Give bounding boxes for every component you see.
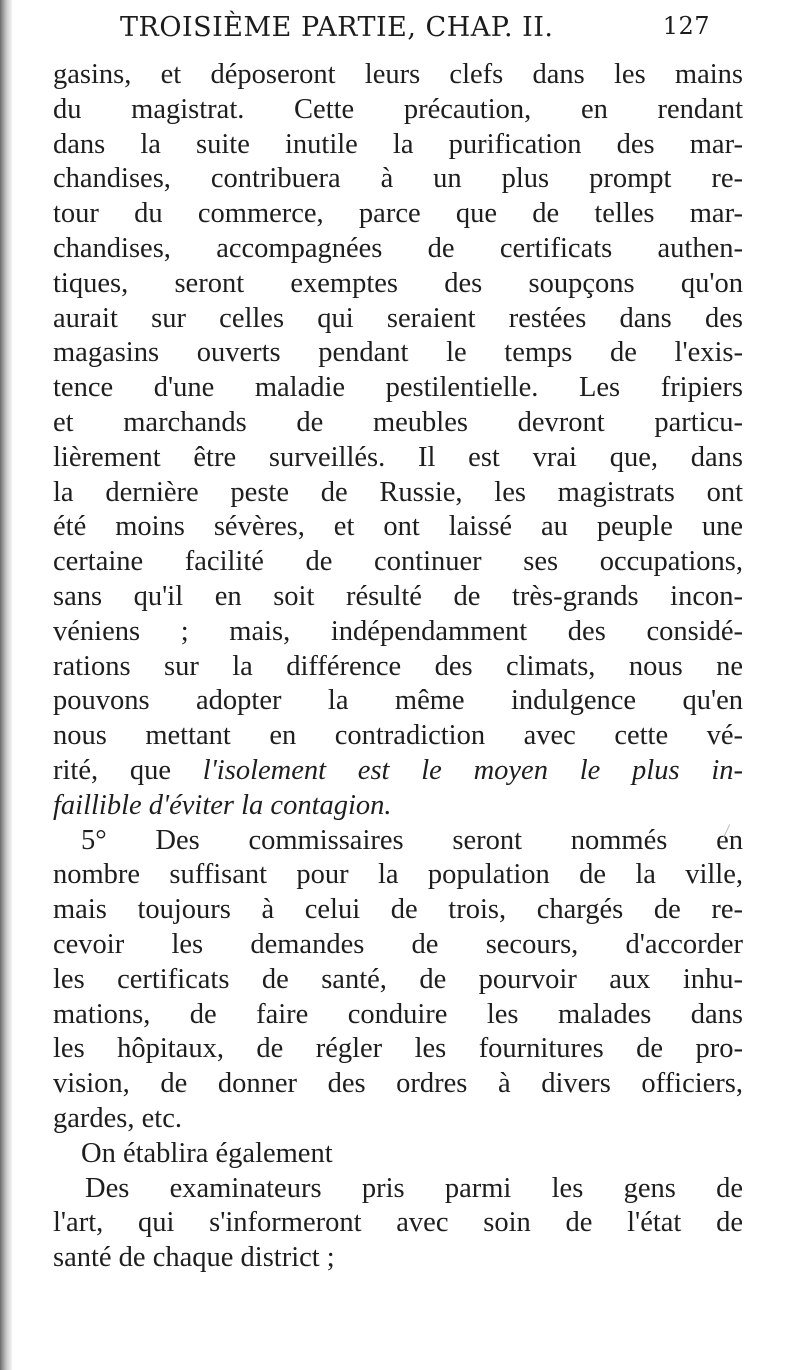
text-line: tence d'une maladie pestilentielle. Les fripiers — [53, 372, 743, 404]
italic-maxim: l'isolement est le moyen le plus in- — [202, 754, 743, 786]
page-number: 127 — [662, 12, 710, 40]
text-line: certaine facilité de continuer ses occupations, — [53, 546, 743, 578]
text-line: vision, de donner des ordres à divers officiers, — [53, 1068, 743, 1100]
text-line: mations, de faire conduire les malades dans — [53, 998, 743, 1030]
text-line: tour du commerce, parce que de telles mar- — [53, 198, 743, 230]
text-line: rations sur la différence des climats, nous ne — [53, 650, 743, 682]
text-line: chandises, contribuera à un plus prompt re- — [53, 163, 743, 195]
text-line: cevoir les demandes de secours, d'accorder — [53, 928, 743, 960]
text-line: les certificats de santé, de pourvoir aux inhu- — [53, 963, 743, 995]
text-line: magasins ouverts pendant le temps de l'exis- — [53, 337, 743, 369]
text-line: nombre suffisant pour la population de la ville, — [53, 859, 743, 891]
text-line: la dernière peste de Russie, les magistrats ont — [53, 476, 743, 508]
text-line: tiques, seront exemptes des soupçons qu'on — [53, 267, 743, 299]
text-line: véniens ; mais, indépendamment des considé- — [53, 615, 743, 647]
paragraph-first-line: Des examinateurs pris parmi les gens de — [85, 1172, 743, 1204]
text-line: été moins sévères, et ont laissé au peuple une — [53, 511, 743, 543]
text-line: nous mettant en contradiction avec cette vé- — [53, 720, 743, 752]
text-line: et marchands de meubles devront particu- — [53, 406, 743, 438]
text-line-mixed — [53, 754, 743, 789]
paragraph-5-first-line: 5° Des commissaires seront nommés en — [81, 824, 743, 856]
text-line: dans la suite inutile la purification des mar- — [53, 128, 743, 160]
text-line: lièrement être surveillés. Il est vrai que, dans — [53, 441, 743, 473]
text-line: aurait sur celles qui seraient restées dans des — [53, 302, 743, 334]
text-line: santé de chaque district ; — [53, 1242, 335, 1274]
page-binding-shadow — [0, 0, 12, 1370]
text-line: mais toujours à celui de trois, chargés de re- — [53, 894, 743, 926]
text-line: les hôpitaux, de régler les fournitures de pro- — [53, 1033, 743, 1065]
italic-maxim-end: faillible d'éviter la contagion. — [53, 789, 392, 821]
paragraph-line: On établira également — [81, 1137, 333, 1169]
text-line: pouvons adopter la même indulgence qu'en — [53, 685, 743, 717]
text-line: gardes, etc. — [53, 1102, 182, 1134]
body-text — [53, 58, 743, 1276]
text-line: l'art, qui s'informeront avec soin de l'état de — [53, 1207, 743, 1239]
text-line: gasins, et déposeront leurs clefs dans les mains — [53, 59, 743, 90]
running-title: TROISIÈME PARTIE, CHAP. II. — [120, 12, 554, 43]
page-header — [120, 12, 710, 46]
text-line: du magistrat. Cette précaution, en rendant — [53, 93, 743, 125]
text-line: sans qu'il en soit résulté de très-grands incon- — [53, 580, 743, 612]
text-line: chandises, accompagnées de certificats authen- — [53, 232, 743, 264]
text-roman: rité, que — [53, 754, 203, 786]
